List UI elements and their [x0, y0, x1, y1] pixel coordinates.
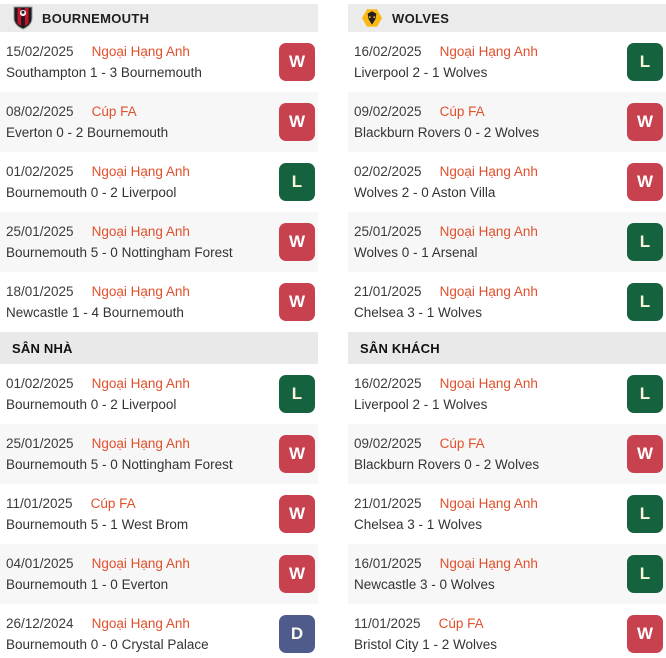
- competition-link[interactable]: Ngoại Hạng Anh: [439, 224, 538, 239]
- match-row[interactable]: [348, 364, 666, 424]
- result-badge: W: [279, 103, 315, 141]
- form-section: [348, 332, 666, 658]
- match-date: 21/01/2025: [354, 284, 422, 299]
- match-date: 25/01/2025: [354, 224, 422, 239]
- competition-link[interactable]: Cúp FA: [438, 616, 484, 631]
- match-info: [354, 224, 627, 260]
- result-badge: W: [627, 435, 663, 473]
- match-row[interactable]: [0, 152, 318, 212]
- match-score: Chelsea 3 - 1 Wolves: [354, 305, 483, 320]
- match-info: [354, 496, 627, 532]
- competition-link[interactable]: Ngoại Hạng Anh: [91, 616, 190, 631]
- match-info: [6, 224, 279, 260]
- competition-link[interactable]: Ngoại Hạng Anh: [91, 436, 190, 451]
- match-date: 16/02/2025: [354, 376, 422, 391]
- team-header-bournemouth[interactable]: [0, 4, 318, 32]
- form-section: [0, 32, 318, 332]
- competition-link[interactable]: Ngoại Hạng Anh: [91, 44, 190, 59]
- match-row[interactable]: [0, 32, 318, 92]
- result-badge: W: [627, 615, 663, 653]
- match-row[interactable]: [348, 424, 666, 484]
- result-badge: L: [627, 495, 663, 533]
- match-score: Wolves 2 - 0 Aston Villa: [354, 185, 496, 200]
- result-badge: W: [279, 223, 315, 261]
- match-info: [354, 164, 627, 200]
- match-info: [354, 44, 627, 80]
- competition-link[interactable]: Cúp FA: [439, 104, 485, 119]
- match-date: 04/01/2025: [6, 556, 74, 571]
- match-row[interactable]: [0, 424, 318, 484]
- section-title: SÂN KHÁCH: [360, 340, 440, 356]
- match-date: 09/02/2025: [354, 104, 422, 119]
- match-row[interactable]: [0, 272, 318, 332]
- team-column-bournemouth: [0, 4, 318, 658]
- match-row[interactable]: [0, 484, 318, 544]
- result-badge: W: [627, 163, 663, 201]
- match-row[interactable]: [0, 544, 318, 604]
- result-badge: W: [279, 283, 315, 321]
- match-score: Chelsea 3 - 1 Wolves: [354, 517, 483, 532]
- match-info: [6, 44, 279, 80]
- match-score: Bournemouth 0 - 2 Liverpool: [6, 185, 177, 200]
- competition-link[interactable]: Ngoại Hạng Anh: [439, 44, 538, 59]
- match-score: Bournemouth 5 - 1 West Brom: [6, 517, 189, 532]
- match-row[interactable]: [348, 152, 666, 212]
- bournemouth-crest-icon: [13, 6, 33, 30]
- result-badge: L: [627, 43, 663, 81]
- section-title: SÂN NHÀ: [12, 340, 73, 356]
- competition-link[interactable]: Cúp FA: [439, 436, 485, 451]
- result-badge: L: [279, 375, 315, 413]
- match-row[interactable]: [0, 604, 318, 658]
- match-info: [6, 104, 279, 140]
- match-date: 11/01/2025: [6, 496, 73, 511]
- match-date: 02/02/2025: [354, 164, 422, 179]
- match-rows: [0, 364, 318, 658]
- match-score: Everton 0 - 2 Bournemouth: [6, 125, 169, 140]
- form-section: [348, 32, 666, 332]
- match-score: Bournemouth 0 - 2 Liverpool: [6, 397, 177, 412]
- match-score: Bristol City 1 - 2 Wolves: [354, 637, 498, 652]
- match-info: [6, 376, 279, 412]
- match-date: 01/02/2025: [6, 376, 74, 391]
- competition-link[interactable]: Ngoại Hạng Anh: [439, 376, 538, 391]
- match-rows: [0, 32, 318, 332]
- section-header: [0, 332, 318, 364]
- match-date: 16/01/2025: [354, 556, 422, 571]
- match-info: [6, 556, 279, 592]
- match-date: 09/02/2025: [354, 436, 422, 451]
- match-row[interactable]: [348, 604, 666, 658]
- competition-link[interactable]: Ngoại Hạng Anh: [91, 556, 190, 571]
- competition-link[interactable]: Ngoại Hạng Anh: [439, 164, 538, 179]
- match-score: Southampton 1 - 3 Bournemouth: [6, 65, 202, 80]
- wolves-sections: [348, 32, 666, 658]
- match-rows: [348, 32, 666, 332]
- form-section: [0, 332, 318, 658]
- match-info: [6, 616, 279, 652]
- match-info: [6, 284, 279, 320]
- match-date: 11/01/2025: [354, 616, 421, 631]
- match-info: [354, 284, 627, 320]
- match-score: Bournemouth 5 - 0 Nottingham Forest: [6, 457, 233, 472]
- match-info: [6, 436, 279, 472]
- match-date: 01/02/2025: [6, 164, 74, 179]
- match-info: [354, 436, 627, 472]
- team-name: BOURNEMOUTH: [42, 10, 150, 26]
- match-date: 16/02/2025: [354, 44, 422, 59]
- result-badge: L: [627, 375, 663, 413]
- match-score: Blackburn Rovers 0 - 2 Wolves: [354, 125, 540, 140]
- match-date: 15/02/2025: [6, 44, 74, 59]
- match-row[interactable]: [0, 212, 318, 272]
- match-score: Blackburn Rovers 0 - 2 Wolves: [354, 457, 540, 472]
- match-row[interactable]: [348, 212, 666, 272]
- match-score: Newcastle 3 - 0 Wolves: [354, 577, 495, 592]
- match-score: Liverpool 2 - 1 Wolves: [354, 65, 488, 80]
- match-date: 26/12/2024: [6, 616, 74, 631]
- match-row[interactable]: [0, 92, 318, 152]
- match-info: [6, 496, 279, 532]
- match-score: Bournemouth 0 - 0 Crystal Palace: [6, 637, 209, 652]
- competition-link[interactable]: Ngoại Hạng Anh: [439, 496, 538, 511]
- team-column-wolves: [348, 4, 666, 658]
- match-date: 25/01/2025: [6, 224, 74, 239]
- competition-link[interactable]: Cúp FA: [91, 104, 137, 119]
- competition-link[interactable]: Ngoại Hạng Anh: [91, 164, 190, 179]
- competition-link[interactable]: Ngoại Hạng Anh: [439, 284, 538, 299]
- bournemouth-sections: [0, 32, 318, 658]
- team-header-wolves[interactable]: [348, 4, 666, 32]
- match-rows: [348, 364, 666, 658]
- competition-link[interactable]: Cúp FA: [90, 496, 136, 511]
- match-row[interactable]: [348, 272, 666, 332]
- result-badge: L: [627, 223, 663, 261]
- match-row[interactable]: [348, 484, 666, 544]
- result-badge: W: [279, 495, 315, 533]
- match-info: [6, 164, 279, 200]
- match-row[interactable]: [348, 92, 666, 152]
- match-date: 08/02/2025: [6, 104, 74, 119]
- wolves-crest-icon: [361, 7, 383, 29]
- match-score: Wolves 0 - 1 Arsenal: [354, 245, 478, 260]
- match-info: [354, 376, 627, 412]
- result-badge: L: [279, 163, 315, 201]
- match-date: 21/01/2025: [354, 496, 422, 511]
- match-score: Bournemouth 1 - 0 Everton: [6, 577, 169, 592]
- match-score: Liverpool 2 - 1 Wolves: [354, 397, 488, 412]
- match-info: [354, 104, 627, 140]
- match-info: [354, 556, 627, 592]
- match-info: [354, 616, 627, 652]
- result-badge: W: [279, 435, 315, 473]
- result-badge: L: [627, 555, 663, 593]
- result-badge: W: [627, 103, 663, 141]
- competition-link[interactable]: Ngoại Hạng Anh: [91, 376, 190, 391]
- competition-link[interactable]: Ngoại Hạng Anh: [439, 556, 538, 571]
- result-badge: W: [279, 555, 315, 593]
- match-row[interactable]: [348, 544, 666, 604]
- match-row[interactable]: [348, 32, 666, 92]
- match-date: 25/01/2025: [6, 436, 74, 451]
- match-date: 18/01/2025: [6, 284, 74, 299]
- result-badge: L: [627, 283, 663, 321]
- match-row[interactable]: [0, 364, 318, 424]
- section-header: [348, 332, 666, 364]
- result-badge: W: [279, 43, 315, 81]
- match-score: Bournemouth 5 - 0 Nottingham Forest: [6, 245, 233, 260]
- competition-link[interactable]: Ngoại Hạng Anh: [91, 224, 190, 239]
- result-badge: D: [279, 615, 315, 653]
- match-score: Newcastle 1 - 4 Bournemouth: [6, 305, 184, 320]
- team-name: WOLVES: [392, 10, 450, 26]
- competition-link[interactable]: Ngoại Hạng Anh: [91, 284, 190, 299]
